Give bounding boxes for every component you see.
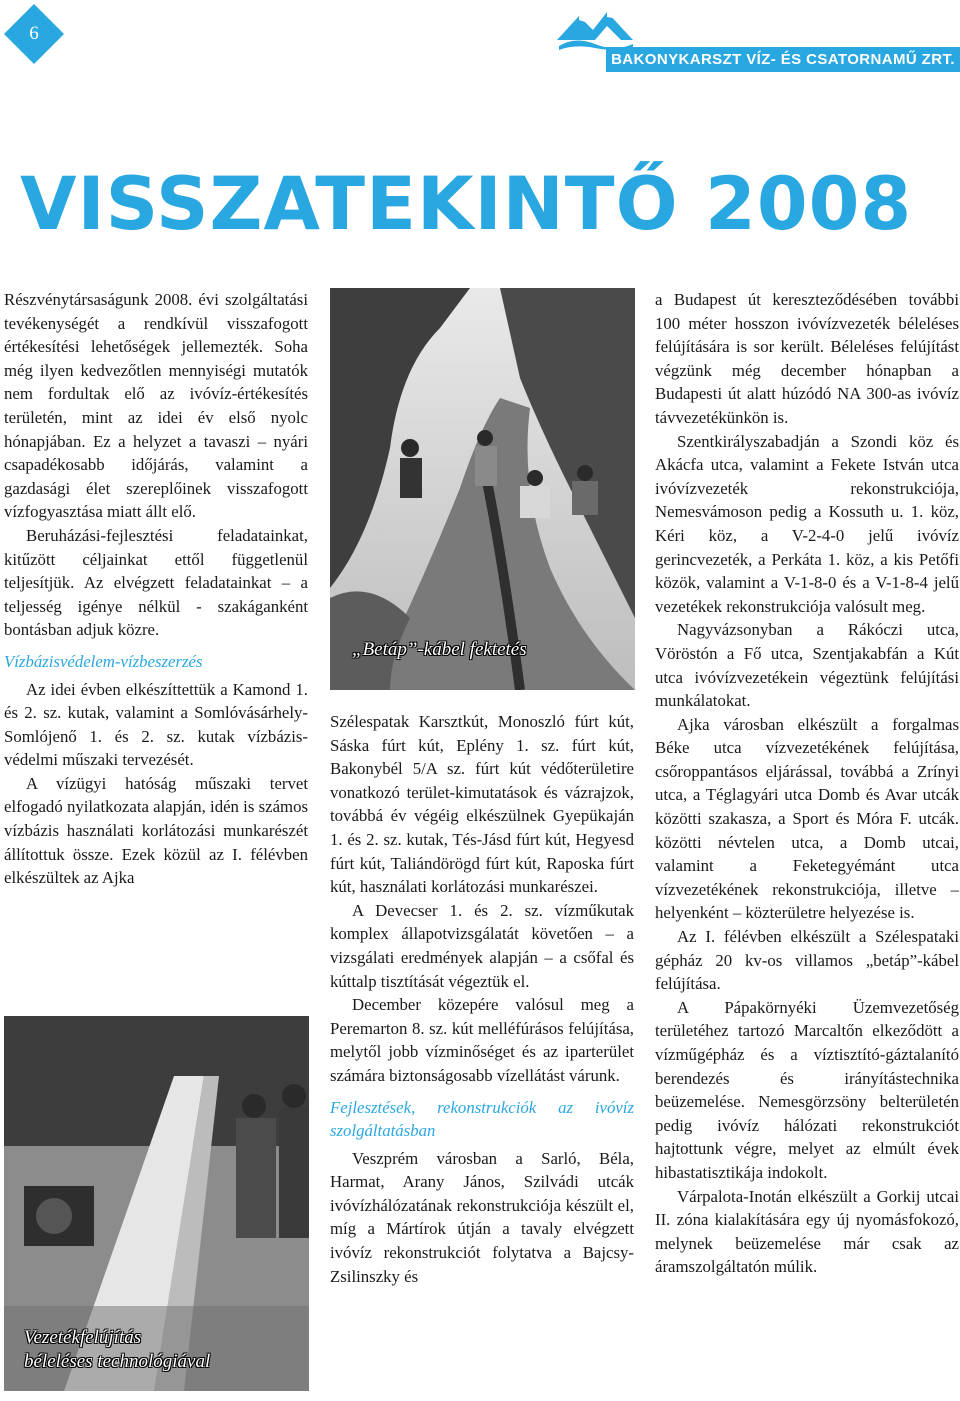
photo-caption-line: béleléses technológiával	[24, 1351, 211, 1372]
paragraph: December közepére valósul meg a Peremarton 8. sz. kút melléfúrásos felújítása, melytől jobb vízminőséget és az iparterület számára biztonságosabb vízellátást várunk.	[330, 995, 634, 1085]
pipe-relining-photo	[4, 1016, 309, 1391]
page-title: VISSZATEKINTŐ 2008	[20, 162, 913, 247]
paragraph: a Budapest út kereszteződésében további 100 méter hosszon ivóvízvezeték béleléses felújítására is sor került. Béleléses felújítást végzünk még december hónapban a Budapesti út alatt húzódó NA 300-as ivóvíz távvezetékünkön is.	[655, 290, 959, 427]
cable-laying-photo	[330, 288, 635, 690]
paragraph: Nagyvázsonyban a Rákóczi utca, Vöröstón a Fő utca, Szentjakabfán a Kút utca ivóvízvezetékein végeztünk felújítási munkálatokat.	[655, 620, 959, 711]
photo-caption-line: Vezetékfelújítás	[24, 1327, 142, 1348]
paragraph: Szélespatak Karsztkút, Monoszló fúrt kút, Sáska fúrt kút, Eplény 1. sz. fúrt kút, Bakonybél 5/A sz. fúrt kút védőterületire vonatkozó terület-kimutatások és vázrajzok, továbbá év végéig elkészülnek Gyepükaján 1. és 2. sz. kutak, Tés-Jásd fúrt kút, Hegyesd fúrt kút, Taliándörögd fúrt kút, Raposka fúrt kút, használati korlátozási munkarészei.	[330, 712, 634, 897]
section-heading: Vízbázisvédelem-vízbeszerzés	[4, 651, 203, 671]
paragraph: A vízügyi hatóság műszaki tervet elfogadó nyilatkozata alapján, idén is számos vízbázis használati korlátozási munkarészét állítottuk össze. Ezek közül az I. félévben elkészültek az Ajka	[4, 773, 308, 888]
paragraph: Az idei évben elkészíttettük a Kamond 1. és 2. sz. kutak, valamint a Somlóvásárhely-Somlójenő 1. és 2. sz. kutak vízbázis-védelmi műszaki tervezését.	[4, 679, 308, 770]
article-column-1	[4, 288, 308, 890]
article-column-2	[330, 710, 634, 1288]
paragraph: Beruházási-fejlesztési feladatainkat, kitűzött céljainkat ettől függetlenül teljesítjük. Az elvégzett feladatainkat – a teljesség igénye nélkül - szakáganként bontásban adjuk közre.	[4, 525, 308, 640]
paragraph: Szentkirályszabadján a Szondi köz és Akácfa utca, valamint a Fekete István utca ivóvízvezeték rekonstrukciója, Nemesvámoson pedig a Kossuth u. 1. köz, Kéri köz, a V-2-4-0 jelű ivóvíz gerincvezeték, a Perkáta 1. köz, a kis Petőfi közök, valamint a V-1-8-0 és a V-1-8-4 jelű vezetékek rekonstrukciója valósult meg.	[655, 431, 959, 616]
paragraph: Veszprém városban a Sarló, Béla, Harmat, Arany János, Szilvádi utcák ivóvízhálózatának rekonstrukciója készült el, míg a Mártírok útján a tavaly elvégzett ivóvíz rekonstrukciót folytatva a Bajcsy-Zsilinszky és	[330, 1148, 634, 1286]
photo-caption: „Betáp”-kábel fektetés	[352, 639, 527, 660]
article-column-3	[655, 288, 959, 1279]
company-name-banner: BAKONYKARSZT VÍZ- ÉS CSATORNAMŰ ZRT.	[606, 47, 960, 72]
paragraph: Az I. félévben elkészült a Szélespataki gépház 20 kv-os villamos „betáp”-kábel felújítása.	[655, 927, 959, 994]
photo-caption	[24, 1326, 210, 1374]
paragraph: Ajka városban elkészült a forgalmas Béke utca vízvezetékének felújítása, csőroppantásos eljárással, továbbá a Zrínyi utca, a Téglagyári utca Domb és Avar utcák közötti szakasza, a Sport és Móra F. utcák. közötti névtelen utca, a Domb utcai, valamint a Feketegyémánt utca vízvezetékének rekonstrukciója, illetve – helyenként – közterületre helyezése is.	[655, 714, 959, 923]
paragraph: A Devecser 1. és 2. sz. vízműkutak komplex állapotvizsgálatát követően – a vizsgálati eredmények alapján – a csőfal és kúttalp tisztítását végeztük el.	[330, 900, 634, 991]
paragraph: A Pápakörnyéki Üzemvezetőség területéhez tartozó Marcaltőn elkeződött a vízműgépház és a víztisztító-gáztalanító berendezés és irányítástechnika beüzemelése. Nemesgörzsöny belterületén pedig ivóvíz hálózati rekonstrukciót hajtottunk végre, melyet az elmúlt évek hibastatisztikája indokolt.	[655, 997, 959, 1182]
page-number-badge	[3, 3, 65, 65]
paragraph: Várpalota-Inotán elkészült a Gorkij utcai II. zóna kialakítására egy új nyomásfokozó, melynek beüzemelése már csak az áramszolgáltatón múlik.	[655, 1186, 959, 1277]
page-number: 6	[29, 23, 39, 44]
paragraph: Részvénytársaságunk 2008. évi szolgáltatási tevékenységét a rendkívül visszafogott értékesítési lehetőségek jellemezték. Soha még ilyen kedvezőtlen mennyiségi mutatók nem fordultak elő az ivóvíz-értékesítés területén, mint az idei év első nyolc hónapjában. Ez a helyzet a tavaszi – nyári csapadékosabb időjárás, valamint a gazdasági élet szereplőinek visszafogott vízfogyasztása miatt állt elő.	[4, 290, 308, 522]
section-heading: Fejlesztések, rekonstrukciók az ivóvíz szolgáltatásban	[330, 1097, 634, 1141]
